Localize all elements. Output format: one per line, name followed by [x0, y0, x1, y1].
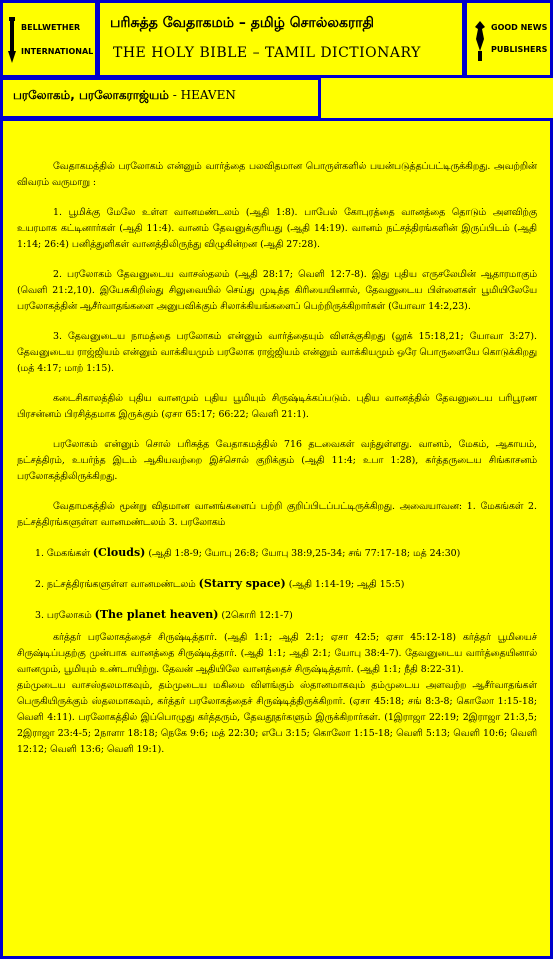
three-heavens-paragraph: வேதாமகத்தில் மூன்று விதமான வானங்களைப் பற்றி குறிப்பிடப்பட்டிருக்கிறது. அவையாவன: 1. மேகங்கள் 2. நட்சத்திரங்களுள்ள வானமண்டலம் 3. பரலோகம் [17, 501, 537, 528]
new-heaven-paragraph: கடைசிகாலத்தில் புதிய வானமும் புதிய பூமியும் சிருஷ்டிக்கப்படும். புதிய வானத்தில் தேவனுடைய பரிபூரண பிரசன்னம் பிரசித்தமாக இருக்கும் (ஏசா 65:17; 66:22; வெளி 21:1). [17, 393, 537, 420]
bellwether-logo [7, 17, 93, 67]
good-news-logo-box [464, 0, 553, 78]
dwelling-paragraph: தம்முடைய வாசஸ்தலமாகவும், தம்முடைய மகிமை விளங்கும் ஸ்தானமாகவும் தம்முடைய அளவற்ற ஆசீர்வாதங்கள் பெருகியிருக்கும் ஸ்தலமாகவும், கர்த்தர் பரலோகத்தைச் சிருஷ்டித்திருக்கிறார். (ஏசா 45:18; சங் 8:3-8; கொலோ 1:15-18; வெளி 4:11). பரலோகத்தில் இப்பொழுது கர்த்தரும், தேவதூதர்களும் இருக்கிறார்கள். (1இராஜா 22:19; 2இராஜா 21:3,5; 2இராஜா 23:4-5; 2நாளா 18:18; நெகே 9:6; மத் 22:30; எபே 3:15; கொலோ 1:15-18; வெளி 5:13; வெளி 10:6; வெளி 12:12; வெளி 13:6; வெளி 19:1). [17, 680, 537, 755]
meaning-1-paragraph: 1. பூமிக்கு மேலே உள்ள வானமண்டலம் (ஆதி 1:8). பாபேல் கோபுரத்தை வானத்தை தொடும் அளவிற்கு உயரமாக கட்டினார்கள் (ஆதி 11:4). வானம் தேவனுக்குரியது (ஆதி 14:19). வானம் நட்சத்திரங்களின் இருப்பிடம் (ஆதி 1:14; 26:4) பனித்துளிகள் வானத்திலிருந்து விழுகின்றன (ஆதி 27:28). [17, 207, 537, 250]
heaven-list-item-3 [17, 607, 537, 624]
logo-right-line1: GOOD NEWS [491, 23, 548, 32]
occurrences-paragraph: பரலோகம் என்னும் சொல் பரிசுத்த வேதாகமத்தில் 716 தடவைகள் வந்துள்ளது. வானம், மேகம், ஆகாயம், நட்சத்திரம், உயர்ந்த இடம் ஆகியவற்றை இச்சொல் குறிக்கும் (ஆதி 11:4; உபா 1:28), கர்த்தருடைய சிங்காசனம் பரலோகத்திலிருக்கிறது. [17, 439, 537, 482]
heading-tamil: பரலோகம், பரலோகராஜ்யம் [13, 88, 169, 102]
list-item-1-refs: (ஆதி 1:8-9; யோபு 26:8; யோபு 38:9,25-34; சங் 77:17-18; மத் 24:30) [145, 548, 461, 559]
intro-paragraph: வேதாகமத்தில் பரலோகம் என்னும் வார்த்தை பலவிதமான பொருள்களில் பயன்படுத்தப்பட்டிருக்கிறது. அவற்றின் விவரம் வருமாறு : [17, 161, 537, 188]
heaven-list-item-2 [17, 576, 537, 593]
heaven-list-item-1 [17, 545, 537, 562]
list-item-3-refs: (2கொரி 12:1-7) [218, 610, 293, 621]
meaning-3-paragraph: 3. தேவனுடைய நாமத்தை பரலோகம் என்னும் வார்த்தையும் விளக்குகிறது (லூக் 15:18,21; யோவா 3:27). தேவனுடைய ராஜ்ஜியம் என்னும் வாக்கியமும் பரலோக ராஜ்ஜியம் என்னும் வாக்கியமும் ஒரே பொருளையே கொடுக்கிறது (மத் 4:17; மாற் 1:15). [17, 331, 538, 374]
logo-left-line2: INTERNATIONAL [21, 47, 94, 56]
list-item-2-refs: (ஆதி 1:14-19; ஆதி 15:5) [285, 579, 405, 590]
list-item-1-english: (Clouds) [92, 546, 146, 559]
heading-english: - HEAVEN [168, 88, 236, 102]
entry-heading-box [0, 77, 321, 119]
meaning-2-paragraph: 2. பரலோகம் தேவனுடைய வாசஸ்தலம் (ஆதி 28:17; வெளி 12:7-8). இது புதிய எருசலேமின் ஆதாரமாகும் (வெளி 21:2,10). இயேசுகிறிஸ்து சிலுவையில் செய்து முடித்த கிரியையினால், தேவனுடைய பிள்ளைகள் பூமியிலேயே பரலோகத்தின் ஆசீர்வாதங்களை அனுபவிக்கும் சிலாக்கியங்களைப் பெற்றிருக்கிறார்கள் (யோவா 14:2,23). [17, 269, 537, 312]
logo-left-line1: BELLWETHER [21, 23, 81, 32]
pen-icon [7, 17, 17, 65]
list-item-2-label: 2. நட்சத்திரங்களுள்ள வானமண்டலம் [35, 579, 199, 590]
entry-heading [13, 88, 236, 104]
entry-content [17, 159, 537, 772]
title-tamil: பரிசுத்த வேதாகமம் – தமிழ் சொல்லகராதி [110, 15, 374, 31]
good-news-logo [473, 17, 549, 67]
content-box [0, 118, 553, 959]
title-box [97, 0, 465, 78]
list-item-2-english: (Starry space) [198, 577, 286, 590]
creation-paragraph: கர்த்தர் பரலோகத்தைச் சிருஷ்டித்தார். (ஆதி 1:1; ஆதி 2:1; ஏசா 42:5; ஏசா 45:12-18) கர்த்தர் பூமியைச் சிருஷ்டிப்பதற்கு முன்பாக வானத்தை சிருஷ்டித்தார். (ஆதி 1:1; ஆதி 2:1; யோபு 38:4-7). தேவனுடைய வார்த்தையினால் வானமும், பூமியும் உண்டாயிற்று. தேவன் ஆதியிலே வானத்தைச் சிருஷ்டித்தார். (ஆதி 1:1; நீதி 8:22-31). [17, 632, 537, 675]
title-english: THE HOLY BIBLE – TAMIL DICTIONARY [113, 45, 421, 61]
list-item-1-label: 1. மேகங்கள் [35, 548, 93, 559]
dove-icon [473, 21, 487, 61]
list-item-3-label: 3. பரலோகம் [35, 610, 95, 621]
bellwether-logo-box [0, 0, 98, 78]
logo-right-line2: PUBLISHERS [491, 45, 548, 54]
list-item-3-english: (The planet heaven) [94, 608, 219, 621]
